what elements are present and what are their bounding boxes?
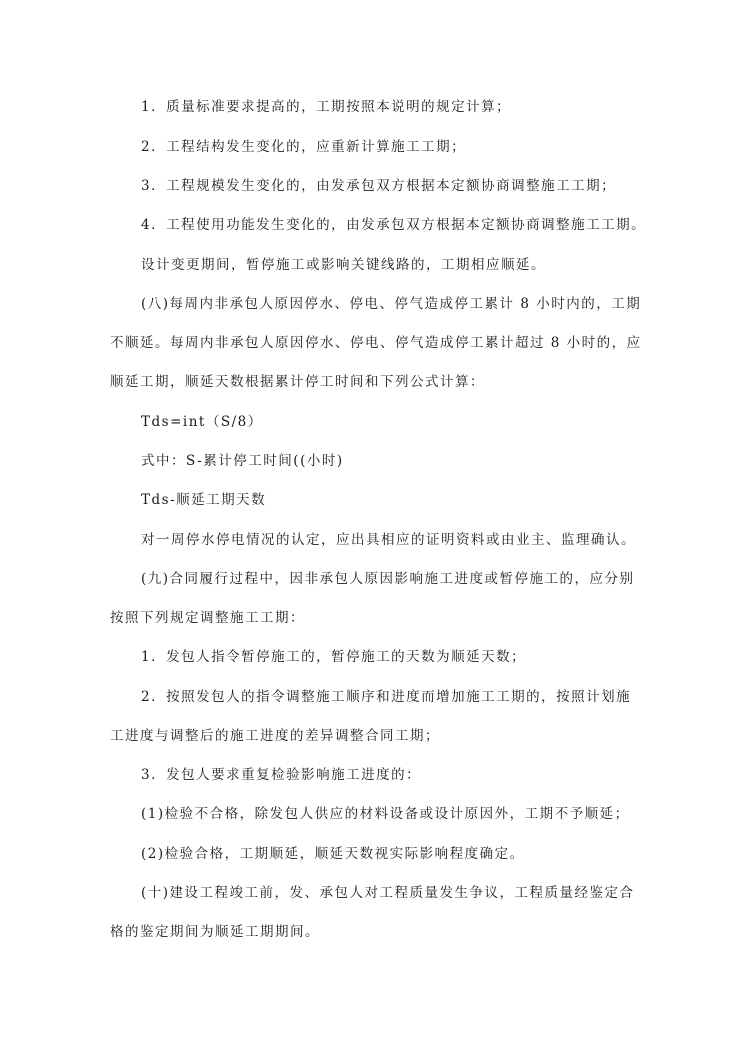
paragraph-line: (八)每周内非承包人原因停水、停电、停气造成停工累计 8 小时内的，工期 (141, 296, 642, 312)
paragraph-line: (1)检验不合格，除发包人供应的材料设备或设计原因外，工期不予顺延； (141, 806, 630, 822)
paragraph-line: 3．发包人要求重复检验影响施工进度的： (141, 767, 422, 783)
paragraph-line: 4．工程使用功能发生变化的，由发承包双方根据本定额协商调整施工工期。 (141, 217, 647, 233)
formula-line: Tds-顺延工期天数 (141, 492, 267, 508)
formula-line: 式中：S-累计停工时间((小时) (141, 453, 344, 469)
paragraph-line: 按照下列规定调整施工工期： (110, 610, 305, 626)
paragraph-line: 1．质量标准要求提高的，工期按照本说明的规定计算； (141, 99, 512, 115)
paragraph-line: 2．按照发包人的指令调整施工顺序和进度而增加施工工期的，按照计划施 (141, 689, 632, 705)
paragraph-line: 工进度与调整后的施工进度的差异调整合同工期； (110, 728, 440, 744)
paragraph-line: 格的鉴定期间为顺延工期期间。 (110, 924, 320, 940)
paragraph-line: (2)检验合格，工期顺延，顺延天数视实际影响程度确定。 (141, 846, 525, 862)
paragraph-line: (十)建设工程竣工前，发、承包人对工程质量发生争议，工程质量经鉴定合 (141, 885, 635, 901)
paragraph-line: 不顺延。每周内非承包人原因停水、停电、停气造成停工累计超过 8 小时的，应 (110, 335, 642, 351)
paragraph-line: 设计变更期间，暂停施工或影响关键线路的，工期相应顺延。 (141, 257, 546, 273)
paragraph-line: (九)合同履行过程中，因非承包人原因影响施工进度或暂停施工的，应分别 (141, 571, 635, 587)
paragraph-line: 3．工程规模发生变化的，由发承包双方根据本定额协商调整施工工期； (141, 178, 617, 194)
formula-line: Tds=int（S/8） (141, 414, 263, 430)
paragraph-line: 2．工程结构发生变化的，应重新计算施工工期； (141, 139, 467, 155)
paragraph-line: 1．发包人指令暂停施工的，暂停施工的天数为顺延天数； (141, 649, 527, 665)
paragraph-line: 顺延工期，顺延天数根据累计停工时间和下列公式计算： (110, 374, 485, 390)
paragraph-line: 对一周停水停电情况的认定，应出具相应的证明资料或由业主、监理确认。 (141, 532, 636, 548)
